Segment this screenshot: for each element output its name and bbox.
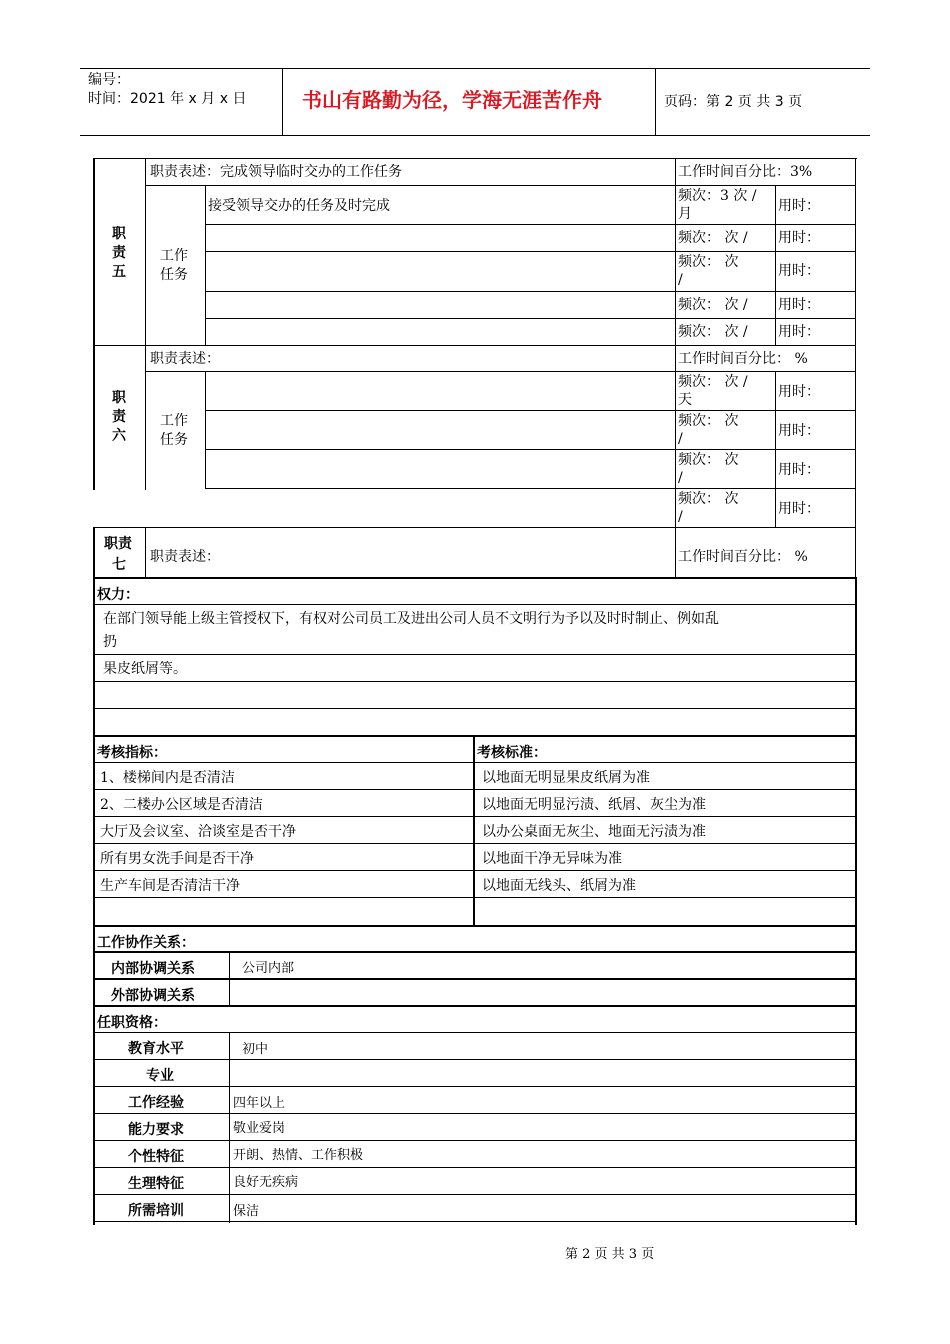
standard-1: 以地面无明显果皮纸屑为准 [482, 770, 650, 786]
qualification-label-major: 专业 [146, 1068, 174, 1084]
standard-heading: 考核标准： [477, 745, 547, 761]
qualification-label-ability: 能力要求 [128, 1122, 184, 1138]
duty-6-freq-3: 频次： 次 [678, 452, 739, 468]
duty-5-task-label-2: 任务 [160, 267, 188, 283]
duty-6-title-char-1: 职 [112, 390, 126, 406]
header-slogan: 书山有路勤为径，学海无涯苦作舟 [302, 88, 602, 112]
duty-6-freq-2-unit: / [678, 431, 683, 447]
cooperation-heading: 工作协作关系： [97, 935, 195, 951]
qualification-value-physical: 良好无疾病 [233, 1175, 299, 1190]
indicator-2: 2、二楼办公区域是否清洁 [100, 797, 263, 813]
qualification-value-training: 保洁 [233, 1204, 260, 1219]
doc-time-label: 时间：2021 年 x 月 x 日 [88, 91, 247, 107]
power-line-1b: 扔 [103, 634, 117, 650]
duty-6-time-1: 用时： [778, 384, 820, 400]
duty-5-freq-4: 频次： 次 / [678, 297, 748, 313]
external-coordination-label: 外部协调关系 [111, 988, 195, 1004]
duty-7-title-line-1: 职责 [104, 536, 132, 552]
duty-6-task-label-1: 工作 [160, 413, 188, 429]
duty-5-task-1: 接受领导交办的任务及时完成 [208, 198, 390, 214]
duty-6-freq-4: 频次： 次 [678, 491, 739, 507]
duty-5-title-char-3: 五 [112, 264, 126, 280]
duty-5-freq-5: 频次： 次 / [678, 324, 748, 340]
duty-6-time-2: 用时： [778, 423, 820, 439]
duty-5-time-5: 用时： [778, 324, 820, 340]
duty-5-time-3: 用时： [778, 263, 820, 279]
qualification-label-personality: 个性特征 [128, 1149, 184, 1165]
duty-5-freq-3: 频次： 次 [678, 254, 739, 270]
duty-5-title-char-2: 责 [112, 245, 126, 261]
power-heading: 权力： [97, 587, 139, 603]
duty-5-freq-2: 频次： 次 / [678, 230, 748, 246]
internal-coordination-value: 公司内部 [242, 961, 295, 976]
indicator-heading: 考核指标： [97, 745, 167, 761]
duty-7-title-line-2: 七 [112, 557, 126, 573]
qualification-value-ability: 敬业爱岗 [233, 1121, 286, 1136]
standard-3: 以办公桌面无灰尘、地面无污渍为准 [482, 824, 706, 840]
duty-6-time-percent: 工作时间百分比： % [678, 351, 808, 367]
duty-6-freq-1: 频次： 次 / [678, 374, 748, 390]
duty-6-freq-3-unit: / [678, 470, 683, 486]
power-line-1: 在部门领导能上级主管授权下，有权对公司员工及进出公司人员不文明行为予以及时时制止、例如乱 [103, 611, 719, 627]
duty-5-description: 职责表述：完成领导临时交办的工作任务 [150, 164, 402, 180]
doc-number-label: 编号： [88, 72, 130, 88]
qualification-label-physical: 生理特征 [128, 1176, 184, 1192]
qualification-label-experience: 工作经验 [128, 1095, 184, 1111]
indicator-1: 1、楼梯间内是否清洁 [100, 770, 235, 786]
duty-6-description: 职责表述： [150, 351, 220, 367]
page-footer: 第 2 页 共 3 页 [565, 1247, 655, 1262]
duty-5-time-percent: 工作时间百分比：3% [678, 164, 813, 180]
duty-5-freq-3-unit: / [678, 272, 683, 288]
duty-5-time-2: 用时： [778, 230, 820, 246]
standard-4: 以地面干净无异味为准 [482, 851, 622, 867]
header-page-label: 页码：第 2 页 共 3 页 [664, 94, 803, 110]
duty-6-title-char-3: 六 [112, 428, 126, 444]
duty-5-time-1: 用时： [778, 198, 820, 214]
qualification-label-training: 所需培训 [128, 1203, 184, 1219]
duty-5-time-4: 用时： [778, 297, 820, 313]
indicator-5: 生产车间是否清洁干净 [100, 878, 240, 894]
qualification-heading: 任职资格： [97, 1015, 167, 1031]
indicator-4: 所有男女洗手间是否干净 [100, 851, 254, 867]
internal-coordination-label: 内部协调关系 [111, 961, 195, 977]
duty-5-task-label-1: 工作 [160, 248, 188, 264]
duty-6-time-3: 用时： [778, 462, 820, 478]
duty-7-time-percent: 工作时间百分比： % [678, 549, 808, 565]
indicator-3: 大厅及会议室、洽谈室是否干净 [100, 824, 296, 840]
qualification-value-experience: 四年以上 [233, 1096, 286, 1111]
duty-6-task-label-2: 任务 [160, 432, 188, 448]
standard-5: 以地面无线头、纸屑为准 [482, 878, 636, 894]
duty-6-title-char-2: 责 [112, 409, 126, 425]
standard-2: 以地面无明显污渍、纸屑、灰尘为准 [482, 797, 706, 813]
qualification-label-education: 教育水平 [128, 1041, 184, 1057]
duty-6-freq-2: 频次： 次 [678, 413, 739, 429]
duty-6-freq-4-unit: / [678, 509, 683, 525]
duty-7-description: 职责表述： [150, 549, 220, 565]
duty-5-title-char-1: 职 [112, 226, 126, 242]
duty-6-time-4: 用时： [778, 501, 820, 517]
duty-5-freq-1: 频次：3 次 / [678, 188, 757, 204]
duty-5-freq-1-unit: 月 [678, 206, 692, 222]
qualification-value-personality: 开朗、热情、工作积极 [233, 1148, 364, 1163]
power-line-2: 果皮纸屑等。 [103, 661, 187, 677]
duty-6-freq-1-unit: 天 [678, 392, 692, 408]
qualification-value-education: 初中 [242, 1042, 269, 1057]
